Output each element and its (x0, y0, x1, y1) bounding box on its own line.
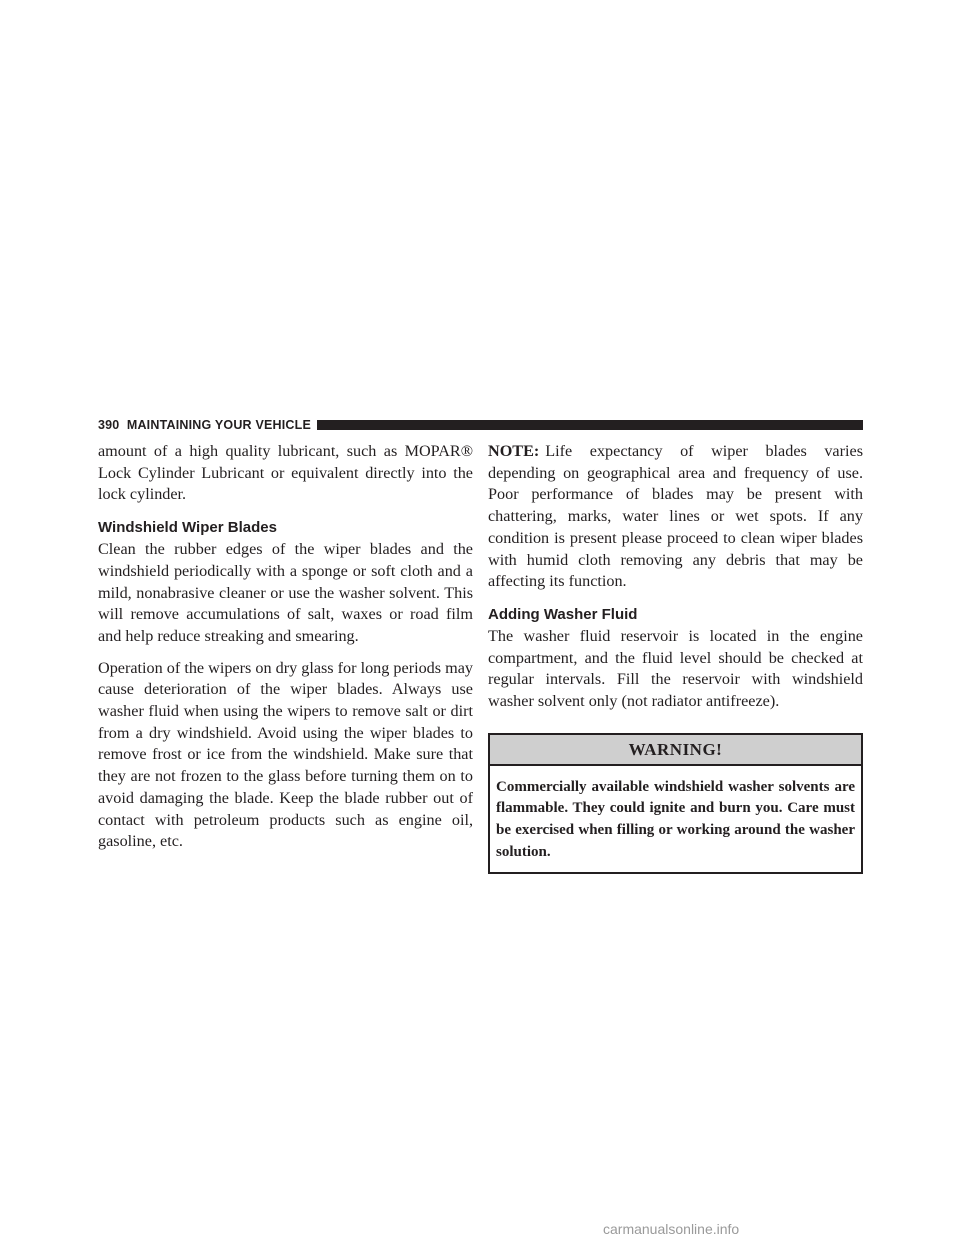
wiper-blades-paragraph-1: Clean the rubber edges of the wiper blades and the windshield periodically with a sponge or soft cloth and a mild, nonabrasive cleaner or use the washer solvent. This will remove accumulations of salt, waxes or road film and help reduce streaking and smearing. (98, 540, 473, 645)
wiper-blades-heading: Windshield Wiper Blades (98, 519, 277, 537)
warning-box (488, 733, 863, 874)
warning-text: Commercially available windshield washer solvents are flammable. They could ignite and burn you. Care must be exercised when filling or working around the washer solution. (496, 778, 855, 860)
header-rule (317, 420, 863, 430)
washer-fluid-paragraph: The washer fluid reservoir is located in the engine compartment, and the fluid level should be checked at regular intervals. Fill the reservoir with windshield washer solvent only (not radiator antifreeze). (488, 626, 863, 711)
note-label: NOTE: (488, 442, 540, 460)
header-label (98, 418, 317, 432)
watermark: carmanualsonline.info (603, 1221, 740, 1237)
note-paragraph (488, 441, 863, 593)
warning-title: WARNING! (490, 735, 861, 766)
note-text: Life expectancy of wiper blades varies depending on geographical area and frequency of use. Poor performance of blades may be present with chattering, marks, water lines or wet spots. If any condition is present please proceed to clean wiper blades with humid cloth removing any debris that may be affecting its function. (488, 442, 863, 591)
right-column (488, 441, 863, 874)
wiper-blades-paragraph-2: Operation of the wipers on dry glass for long periods may cause deterioration of the wiper blades. Always use washer fluid when using the wipers to remove salt or dirt from a dry windshield. Avoid using the wiper blades to remove frost or ice from the windshield. Make sure that they are not frozen to the glass before turning them on to avoid damaging the blade. Keep the blade rubber out of contact with petroleum products such as engine oil, gasoline, etc. (98, 658, 473, 851)
left-column (98, 441, 473, 853)
page-number: 390 (98, 418, 120, 432)
washer-fluid-heading: Adding Washer Fluid (488, 605, 638, 623)
section-title: MAINTAINING YOUR VEHICLE (126, 418, 312, 432)
page-header (98, 416, 863, 434)
intro-paragraph: amount of a high quality lubricant, such as MOPAR® Lock Cylinder Lubricant or equivalent directly into the lock cylinder. (98, 442, 473, 504)
